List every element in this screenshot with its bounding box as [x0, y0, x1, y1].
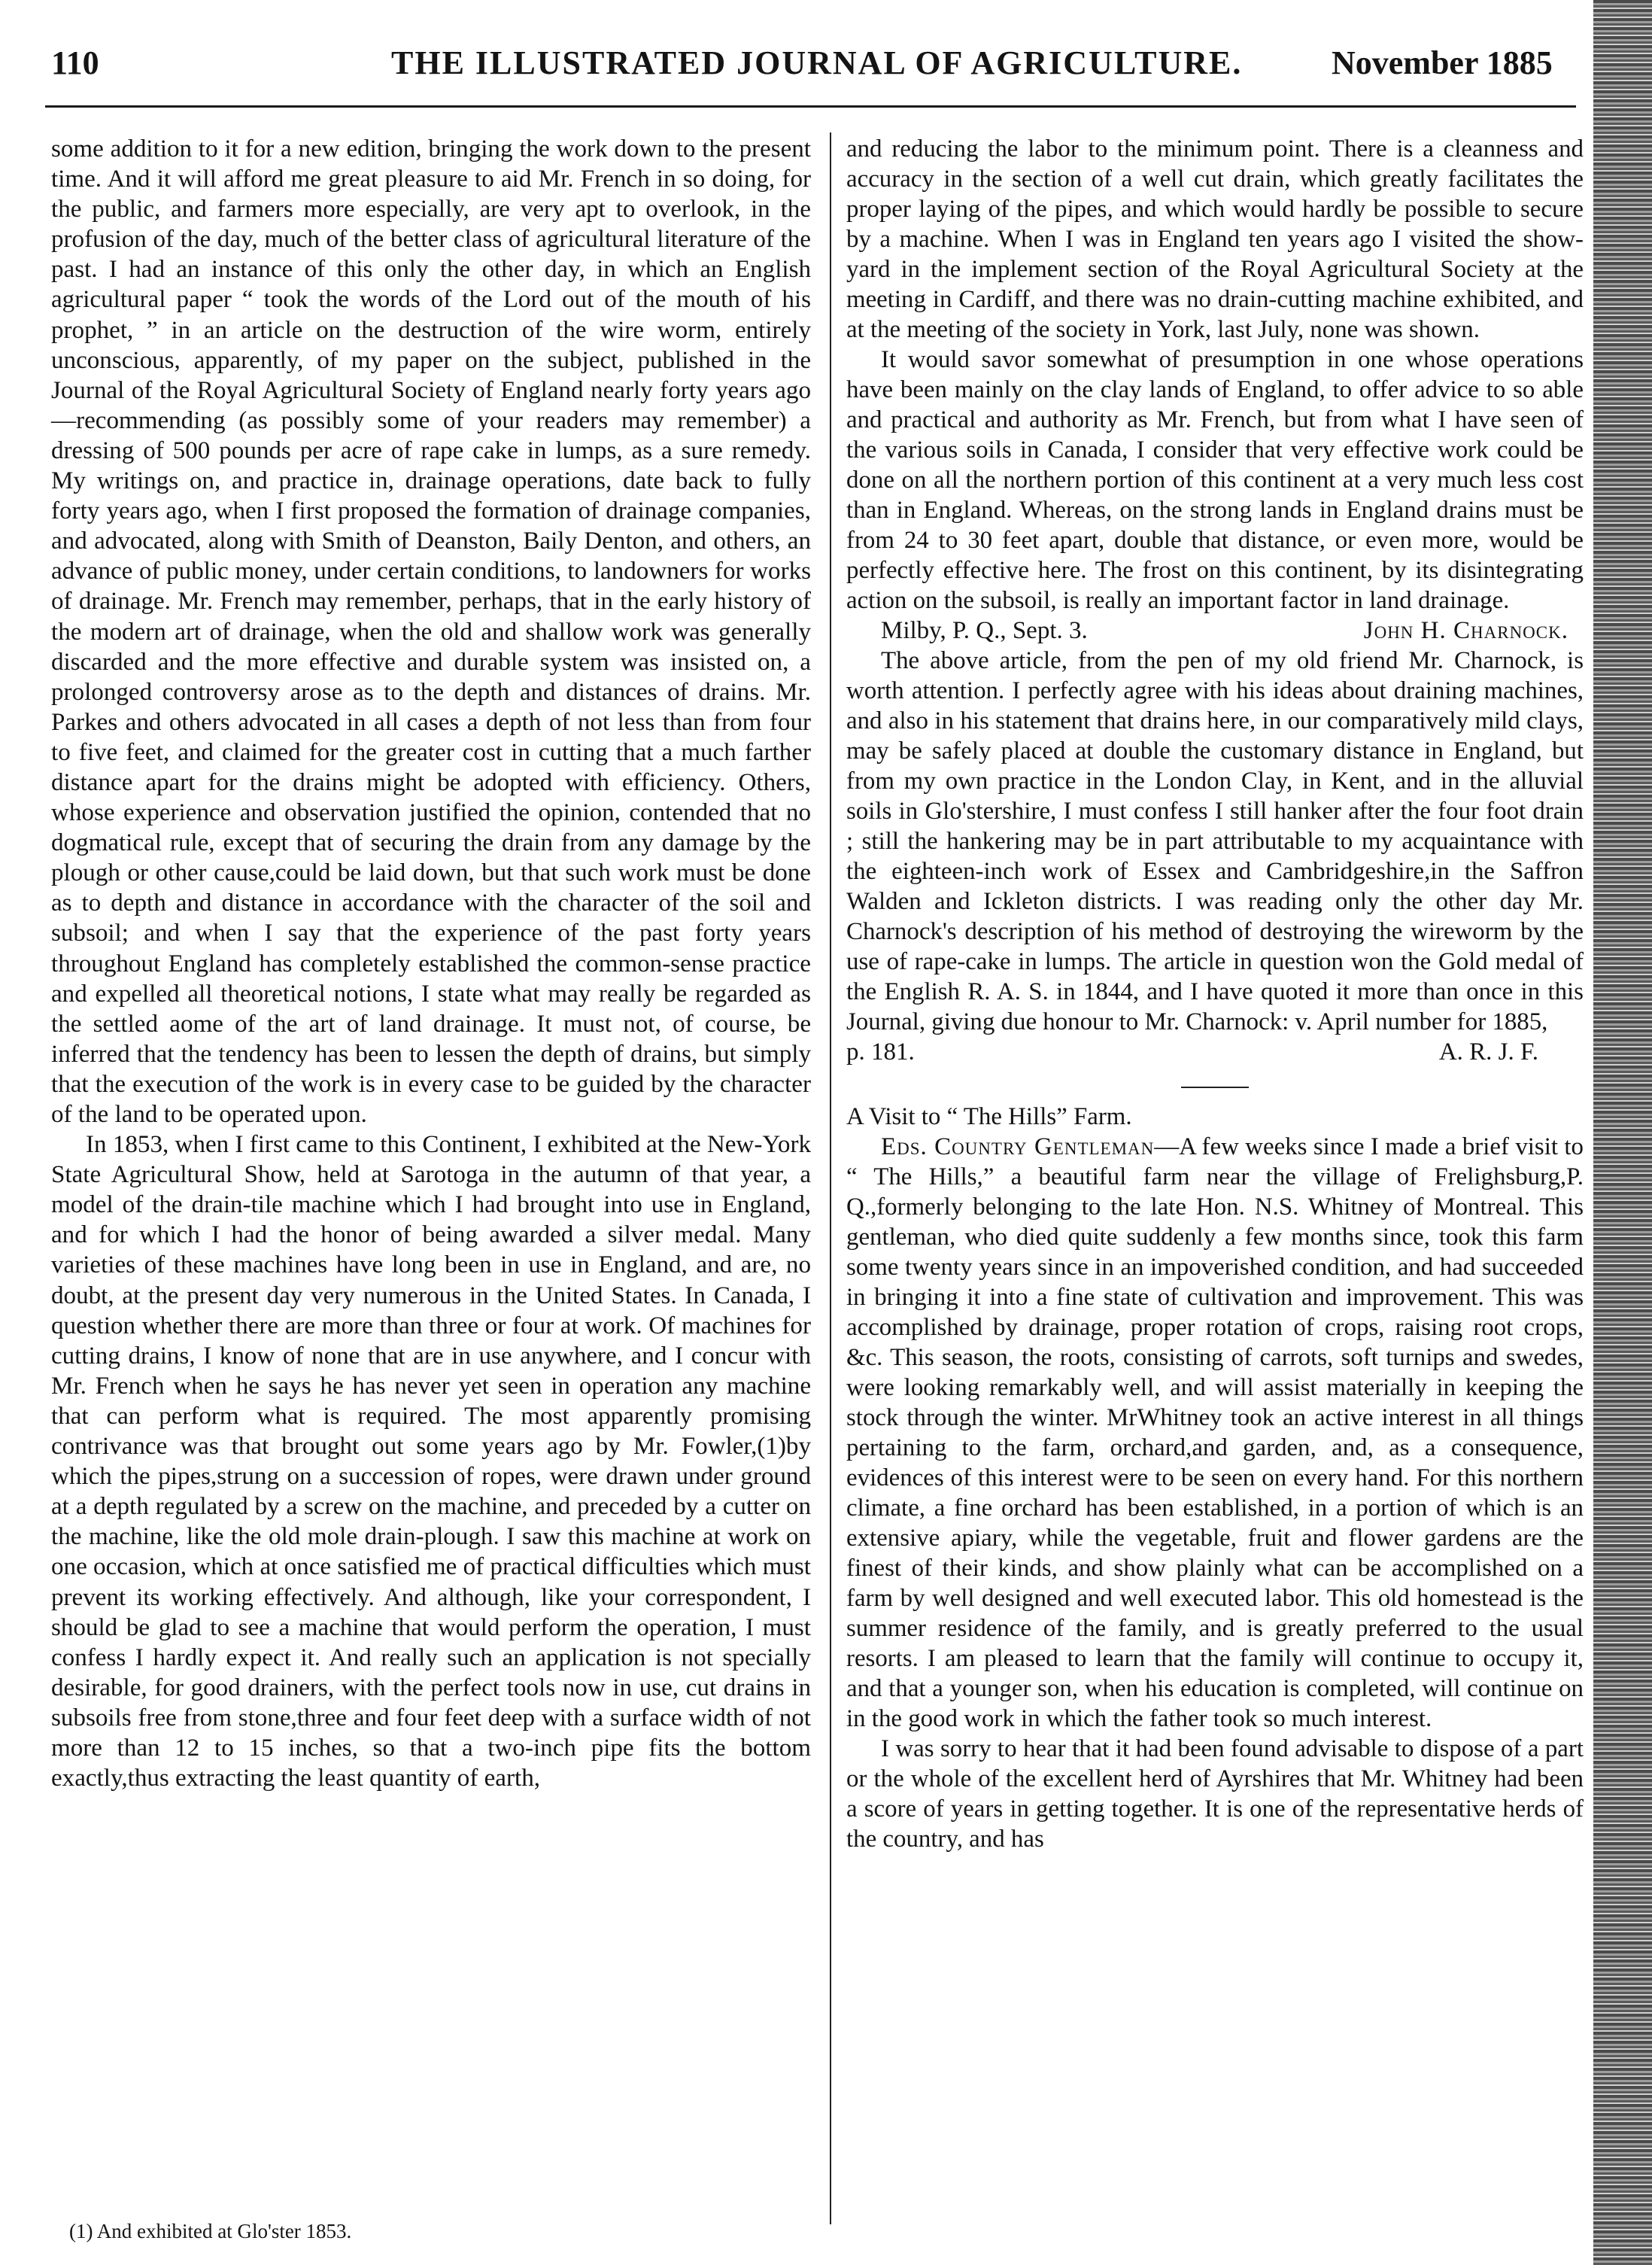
right-paragraph-3: The above article, from the pen of my old friend Mr. Charnock, is worth attention. I perfectly agree with his ideas about draining machines, and also in his statement that drains here, in our comparatively mild clays, may be safely placed at double the customary distance in England, but from my own practice in the London Clay, in Kent, and in the alluvial soils in Glo'stershire, I must confess I still hanker after the four foot drain ; still the hankering may be in part attributable to my acquaintance with the eighteen-inch work of Essex and Cambridgeshire,in the Saffron Walden and Ickleton districts. I was reading only the other day Mr. Charnock's description of his method of destroying the wireworm by the use of rape-cake in lumps. The article in question won the Gold medal of the English R. A. S. in 1844, and I have quoted it more than once in this Journal, giving due honour to Mr. Charnock: v. April number for 1885, [846, 647, 1584, 1035]
right-paragraph-2: It would savor somewhat of presumption in one whose operations have been mainly on the clay lands of England, to offer advice to so able and practical and authority as Mr. French, but from what I have seen of the various soils in Canada, I consider that very effective work could be done on all the northern portion of this continent at a very much less cost than in England. Whereas, on the strong lands in England drains must be from 24 to 30 feet apart, double that distance, or even more, would be perfectly effective here. The frost on this continent, by its disintegrating action on the subsoil, is really an important factor in land drainage. [846, 346, 1584, 614]
page-header [0, 0, 1652, 105]
signature-line [846, 616, 1584, 646]
right-paragraph-4 [846, 1132, 1584, 1734]
scanned-page-edge [1593, 0, 1652, 2265]
right-paragraph-1: and reducing the labor to the minimum point. There is a cleanness and accuracy in the section of a well cut drain, which greatly facilitates the proper laying of the pipes, and which would hardly be possible to secure by a machine. When I was in England ten years ago I visited the show-yard in the implement section of the Royal Agricultural Society at the meeting in Cardiff, and there was no drain-cutting machine exhibited, and at the meeting of the society in York, last July, none was shown. [846, 135, 1584, 343]
closing-initials: A. R. J. F. [1438, 1038, 1538, 1066]
issue-date: November 1885 [1332, 44, 1553, 81]
left-paragraph-2: In 1853, when I first came to this Continent, I exhibited at the New-York State Agricultural Show, held at Sarotoga in the autumn of that year, a model of the drain-tile machine which I had brought into use in England, and for which I had the honor of being awarded a silver medal. Many varieties of these machines have long been in use in England, and are, no doubt, at the present day very numerous in the United States. In Canada, I question whether there are more than three or four at work. Of machines for cutting drains, I know of none that are in use anywhere, and I concur with Mr. French when he says he has never yet seen in operation any machine that can perform what is required. The most apparently promising contrivance was that brought out some years ago by Mr. Fowler,(1)by which the pipes,strung on a succession of ropes, were drawn under ground at a depth regulated by a screw on the machine, and preceded by a cutter on the machine, like the old mole drain-plough. I saw this machine at work on one occasion, which at once satisfied me of practical difficulties which must prevent its working effectively. And although, like your correspondent, I should be glad to see a machine that would perform the operation, I must confess I hardly expect it. And really such an application is not specially desirable, for good drainers, with the perfect tools now in use, cut drains in subsoils free from stone,three and four feet deep with a surface width of not more than 12 to 15 inches, so that a two-inch pipe fits the bottom exactly,thus extracting the least quantity of earth, [51, 1131, 811, 1792]
closing-reference: p. 181. [846, 1038, 915, 1066]
right-paragraph-4-text: —A few weeks since I made a brief visit to “ The Hills,” a beautiful farm near the village of Frelighsburg,P. Q.,formerly belonging to the late Hon. N.S. Whitney of Montreal. This gentleman, who died quite suddenly a few months since, took this farm some twenty years since in an impoverished condition, and had succeeded in bringing it into a fine state of cultivation and improvement. This was accomplished by drainage, proper rotation of crops, raising root crops, &c. This season, the roots, consisting of carrots, soft turnips and swedes, were looking remarkably well, and will assist materially in keeping the stock through the winter. MrWhitney took an active interest in all things pertaining to the farm, orchard,and garden, and, as a consequence, evidences of this interest were to be seen on every hand. For this northern climate, a fine orchard has been established, in a portion of which is an extensive apiary, while the vegetable, fruit and flower gardens are the finest of their kinds, and show plainly what can be accomplished on a farm by well designed and well executed labor. This old homestead is the summer residence of the family, and is greatly preferred to the usual resorts. I am pleased to learn that the family will continue to occupy it, and that a younger son, when his education is completed, will continue on in the good work in which the father took so much interest. [846, 1133, 1584, 1732]
author-signature: John H. Charnock. [1363, 617, 1568, 644]
header-rule [45, 105, 1576, 108]
right-column [846, 134, 1584, 1854]
left-column [51, 134, 811, 1793]
left-paragraph-1: some addition to it for a new edition, bringing the work down to the present time. And it will afford me great pleasure to aid Mr. French in so doing, for the public, and farmers more especially, are very apt to overlook, in the profusion of the day, much of the better class of agricultural literature of the past. I had an instance of this only the other day, in which an English agricultural paper “ took the words of the Lord out of the mouth of his prophet, ” in an article on the destruction of the wire worm, entirely unconscious, apparently, of my paper on the subject, published in the Journal of the Royal Agricultural Society of England nearly forty years ago—recommending (as possibly some of your readers may remember) a dressing of 500 pounds per acre of rape cake in lumps, as a sure remedy. My writings on, and practice in, drainage operations, date back to fully forty years ago, when I first proposed the formation of drainage companies, and advocated, along with Smith of Deanston, Baily Denton, and others, an advance of public money, under certain conditions, to landowners for works of drainage. Mr. French may remember, perhaps, that in the early history of the modern art of drainage, when the old and shallow work was generally discarded and the more effective and durable system was insisted on, a prolonged controversy arose as to the depth and distances of drains. Mr. Parkes and others advocated in all cases a depth of not less than from four to five feet, and claimed for the greater cost in cutting that a much farther distance apart for the drains might be adopted with efficiency. Others, whose experience and observation justified the opinion, contended that no dogmatical rule, except that of securing the drain from any damage by the plough or other cause,could be laid down, but that such work must be done as to depth and distance in accordance with the character of the soil and subsoil; and when I say that the experience of the past forty years throughout England has completely established the common-sense practice and expelled all theoretical notions, I state what may really be regarded as the settled aome of the art of land drainage. It must not, of course, be inferred that the tendency has been to lessen the depth of drains, but simply that the execution of the work is in every case to be guided by the character of the land to be operated upon. [51, 135, 811, 1128]
right-paragraph-5: I was sorry to hear that it had been found advisable to dispose of a part or the whole of the excellent herd of Ayrshires that Mr. Whitney had been a score of years in getting together. It is one of the representative herds of the country, and has [846, 1735, 1584, 1853]
dateline: Milby, P. Q., Sept. 3. [881, 617, 1088, 644]
closing-line [846, 1037, 1584, 1067]
addressee: Eds. Country Gentleman [881, 1133, 1155, 1160]
article-title: A Visit to “ The Hills” Farm. [846, 1103, 1132, 1130]
journal-title: THE ILLUSTRATED JOURNAL OF AGRICULTURE. [391, 44, 1243, 81]
section-divider [1181, 1087, 1249, 1088]
page-number: 110 [51, 44, 99, 81]
footnote: (1) And exhibited at Glo'ster 1853. [69, 2220, 352, 2242]
column-divider [830, 132, 831, 2224]
